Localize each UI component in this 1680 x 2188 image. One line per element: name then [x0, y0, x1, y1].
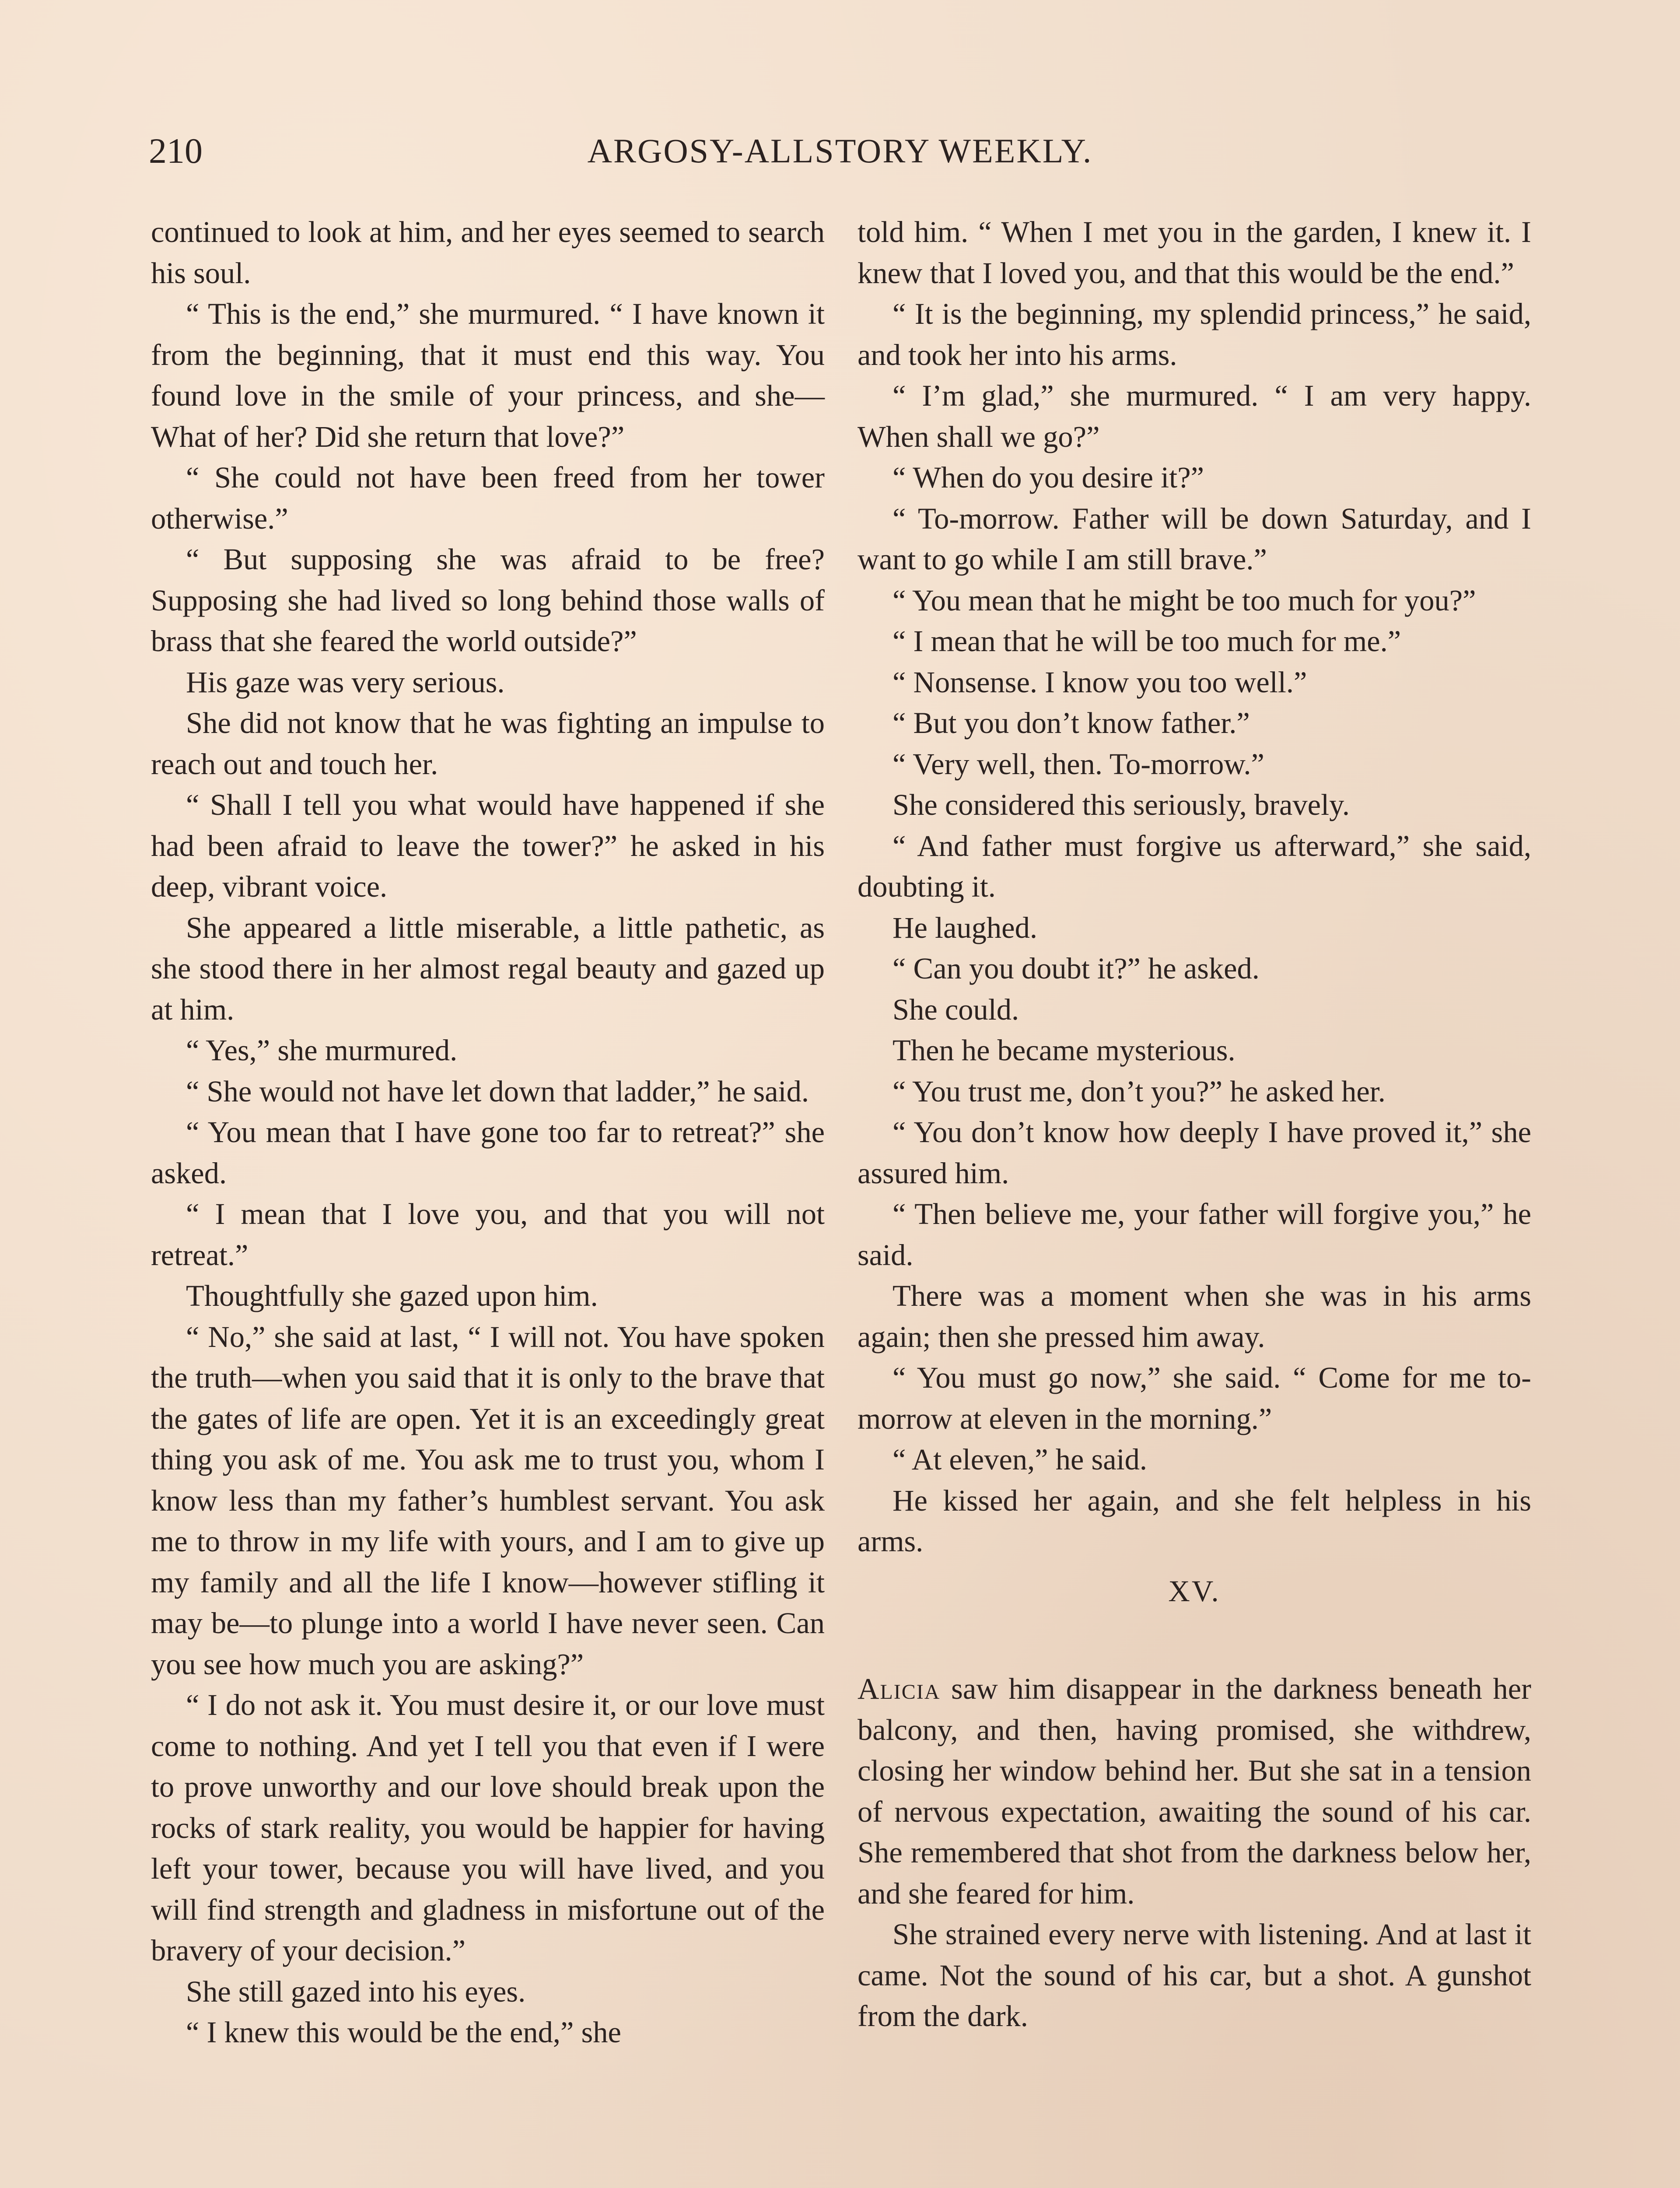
paragraph: She strained every nerve with listening. And at last it came. Not the sound of his car, but a shot. A gunshot from the dark.: [858, 1918, 1531, 2033]
paragraph: “ But you don’t know father.”: [892, 706, 1250, 740]
paragraph: “ Very well, then. To-morrow.”: [892, 747, 1264, 781]
paragraph: “ You mean that he might be too much for you?”: [892, 583, 1476, 617]
left-column: [151, 212, 825, 2053]
paragraph: “ I do not ask it. You must desire it, or our love must come to nothing. And yet I tell you that even if I were to prove unworthy and our love should break upon the rocks of stark reality, you would be happier for having left your tower, because you will have lived, and you will find strength and gladness in misfortune out of the bravery of your decision.”: [151, 1688, 825, 1967]
paragraph: “ This is the end,” she murmured. “ I have known it from the beginning, that it must end this way. You found love in the smile of your princess, and she— What of her? Did she return that love?”: [151, 297, 825, 453]
paragraph: “ I knew this would be the end,” she: [186, 2016, 621, 2049]
running-head: ARGOSY-ALLSTORY WEEKLY.: [587, 132, 1093, 170]
paragraph: “ You trust me, don’t you?” he asked her.: [892, 1074, 1386, 1108]
paragraph: “ I mean that I love you, and that you will not retreat.”: [151, 1197, 825, 1272]
paragraph: “ Then believe me, your father will forgive you,” he said.: [858, 1197, 1531, 1272]
paragraph: She appeared a little miserable, a little pathetic, as she stood there in her almost regal beauty and gazed up at him.: [151, 911, 825, 1026]
paragraph: “ Nonsense. I know you too well.”: [892, 665, 1307, 699]
paragraph: Then he became mysterious.: [892, 1034, 1236, 1067]
section-opening-paragraph: [858, 1669, 1531, 1914]
paragraph: “ She would not have let down that ladder,” he said.: [186, 1074, 809, 1108]
paragraph: She considered this seriously, bravely.: [892, 788, 1350, 821]
right-column-paragraphs: [858, 212, 1531, 1562]
paragraph: “ I’m glad,” she murmured. “ I am very happy. When shall we go?”: [858, 379, 1531, 453]
paragraph: “ To-morrow. Father will be down Saturday, and I want to go while I am still brave.”: [858, 501, 1531, 576]
paragraph: He kissed her again, and she felt helpless in his arms.: [858, 1483, 1531, 1558]
paragraph: “ Shall I tell you what would have happened if she had been afraid to leave the tower?” he asked in his deep, vibrant voice.: [151, 788, 825, 903]
paragraph: His gaze was very serious.: [186, 665, 505, 699]
paragraph: There was a moment when she was in his arms again; then she pressed him away.: [858, 1279, 1531, 1353]
paragraph: “ Yes,” she murmured.: [186, 1034, 458, 1067]
paragraph: “ I mean that he will be too much for me.”: [892, 624, 1401, 658]
paragraph: told him. “ When I met you in the garden, I knew it. I knew that I loved you, and that this would be the end.”: [858, 215, 1531, 290]
paragraph: Thoughtfully she gazed upon him.: [186, 1279, 598, 1312]
paragraph: She did not know that he was fighting an impulse to reach out and touch her.: [151, 706, 825, 781]
paragraph: “ You don’t know how deeply I have proved it,” she assured him.: [858, 1115, 1531, 1190]
paragraph: “ Can you doubt it?” he asked.: [892, 952, 1260, 985]
section-heading: XV.: [1168, 1574, 1221, 1608]
paragraph: “ But supposing she was afraid to be free? Supposing she had lived so long behind those walls of brass that she feared the world outside?”: [151, 543, 825, 658]
section-continuation: [858, 1914, 1531, 2037]
paragraph: She still gazed into his eyes.: [186, 1974, 526, 2008]
paragraph: She could.: [892, 992, 1019, 1026]
paragraph: continued to look at him, and her eyes seemed to search his soul.: [151, 215, 825, 290]
paragraph: He laughed.: [892, 911, 1037, 944]
paragraph: “ You mean that I have gone too far to retreat?” she asked.: [151, 1115, 825, 1190]
paragraph: “ No,” she said at last, “ I will not. You have spoken the truth—when you said that it is only to the brave that the gates of life are open. Yet it is an exceedingly great thing you ask of me. You ask me to trust you, whom I know less than my father’s humblest servant. You ask me to throw in my life with yours, and I am to give up my family and all the life I know—however stifling it may be—to plunge into a world I have never seen. Can you see how much you are asking?”: [151, 1320, 825, 1681]
right-column: [858, 212, 1531, 2037]
paragraph: “ And father must forgive us afterward,” she said, doubting it.: [858, 829, 1531, 903]
section-opening-text: saw him disappear in the darkness beneath her balcony, and then, having promised, she withdrew, closing her window behind her. But she sat in a tension of nervous expectation, awaiting the sound of his car. She remembered that shot from the darkness below her, and she feared for him.: [858, 1672, 1531, 1910]
paragraph: “ When do you desire it?”: [892, 461, 1204, 494]
page-header: [149, 127, 1531, 175]
paragraph: “ You must go now,” she said. “ Come for me to-morrow at eleven in the morning.”: [858, 1361, 1531, 1435]
paragraph: “ She could not have been freed from her tower otherwise.”: [151, 461, 825, 535]
paragraph: “ At eleven,” he said.: [892, 1443, 1148, 1476]
page-number: 210: [149, 131, 203, 171]
section-opening-lead-word: Alicia: [858, 1672, 941, 1705]
paragraph: “ It is the beginning, my splendid princess,” he said, and took her into his arms.: [858, 297, 1531, 372]
